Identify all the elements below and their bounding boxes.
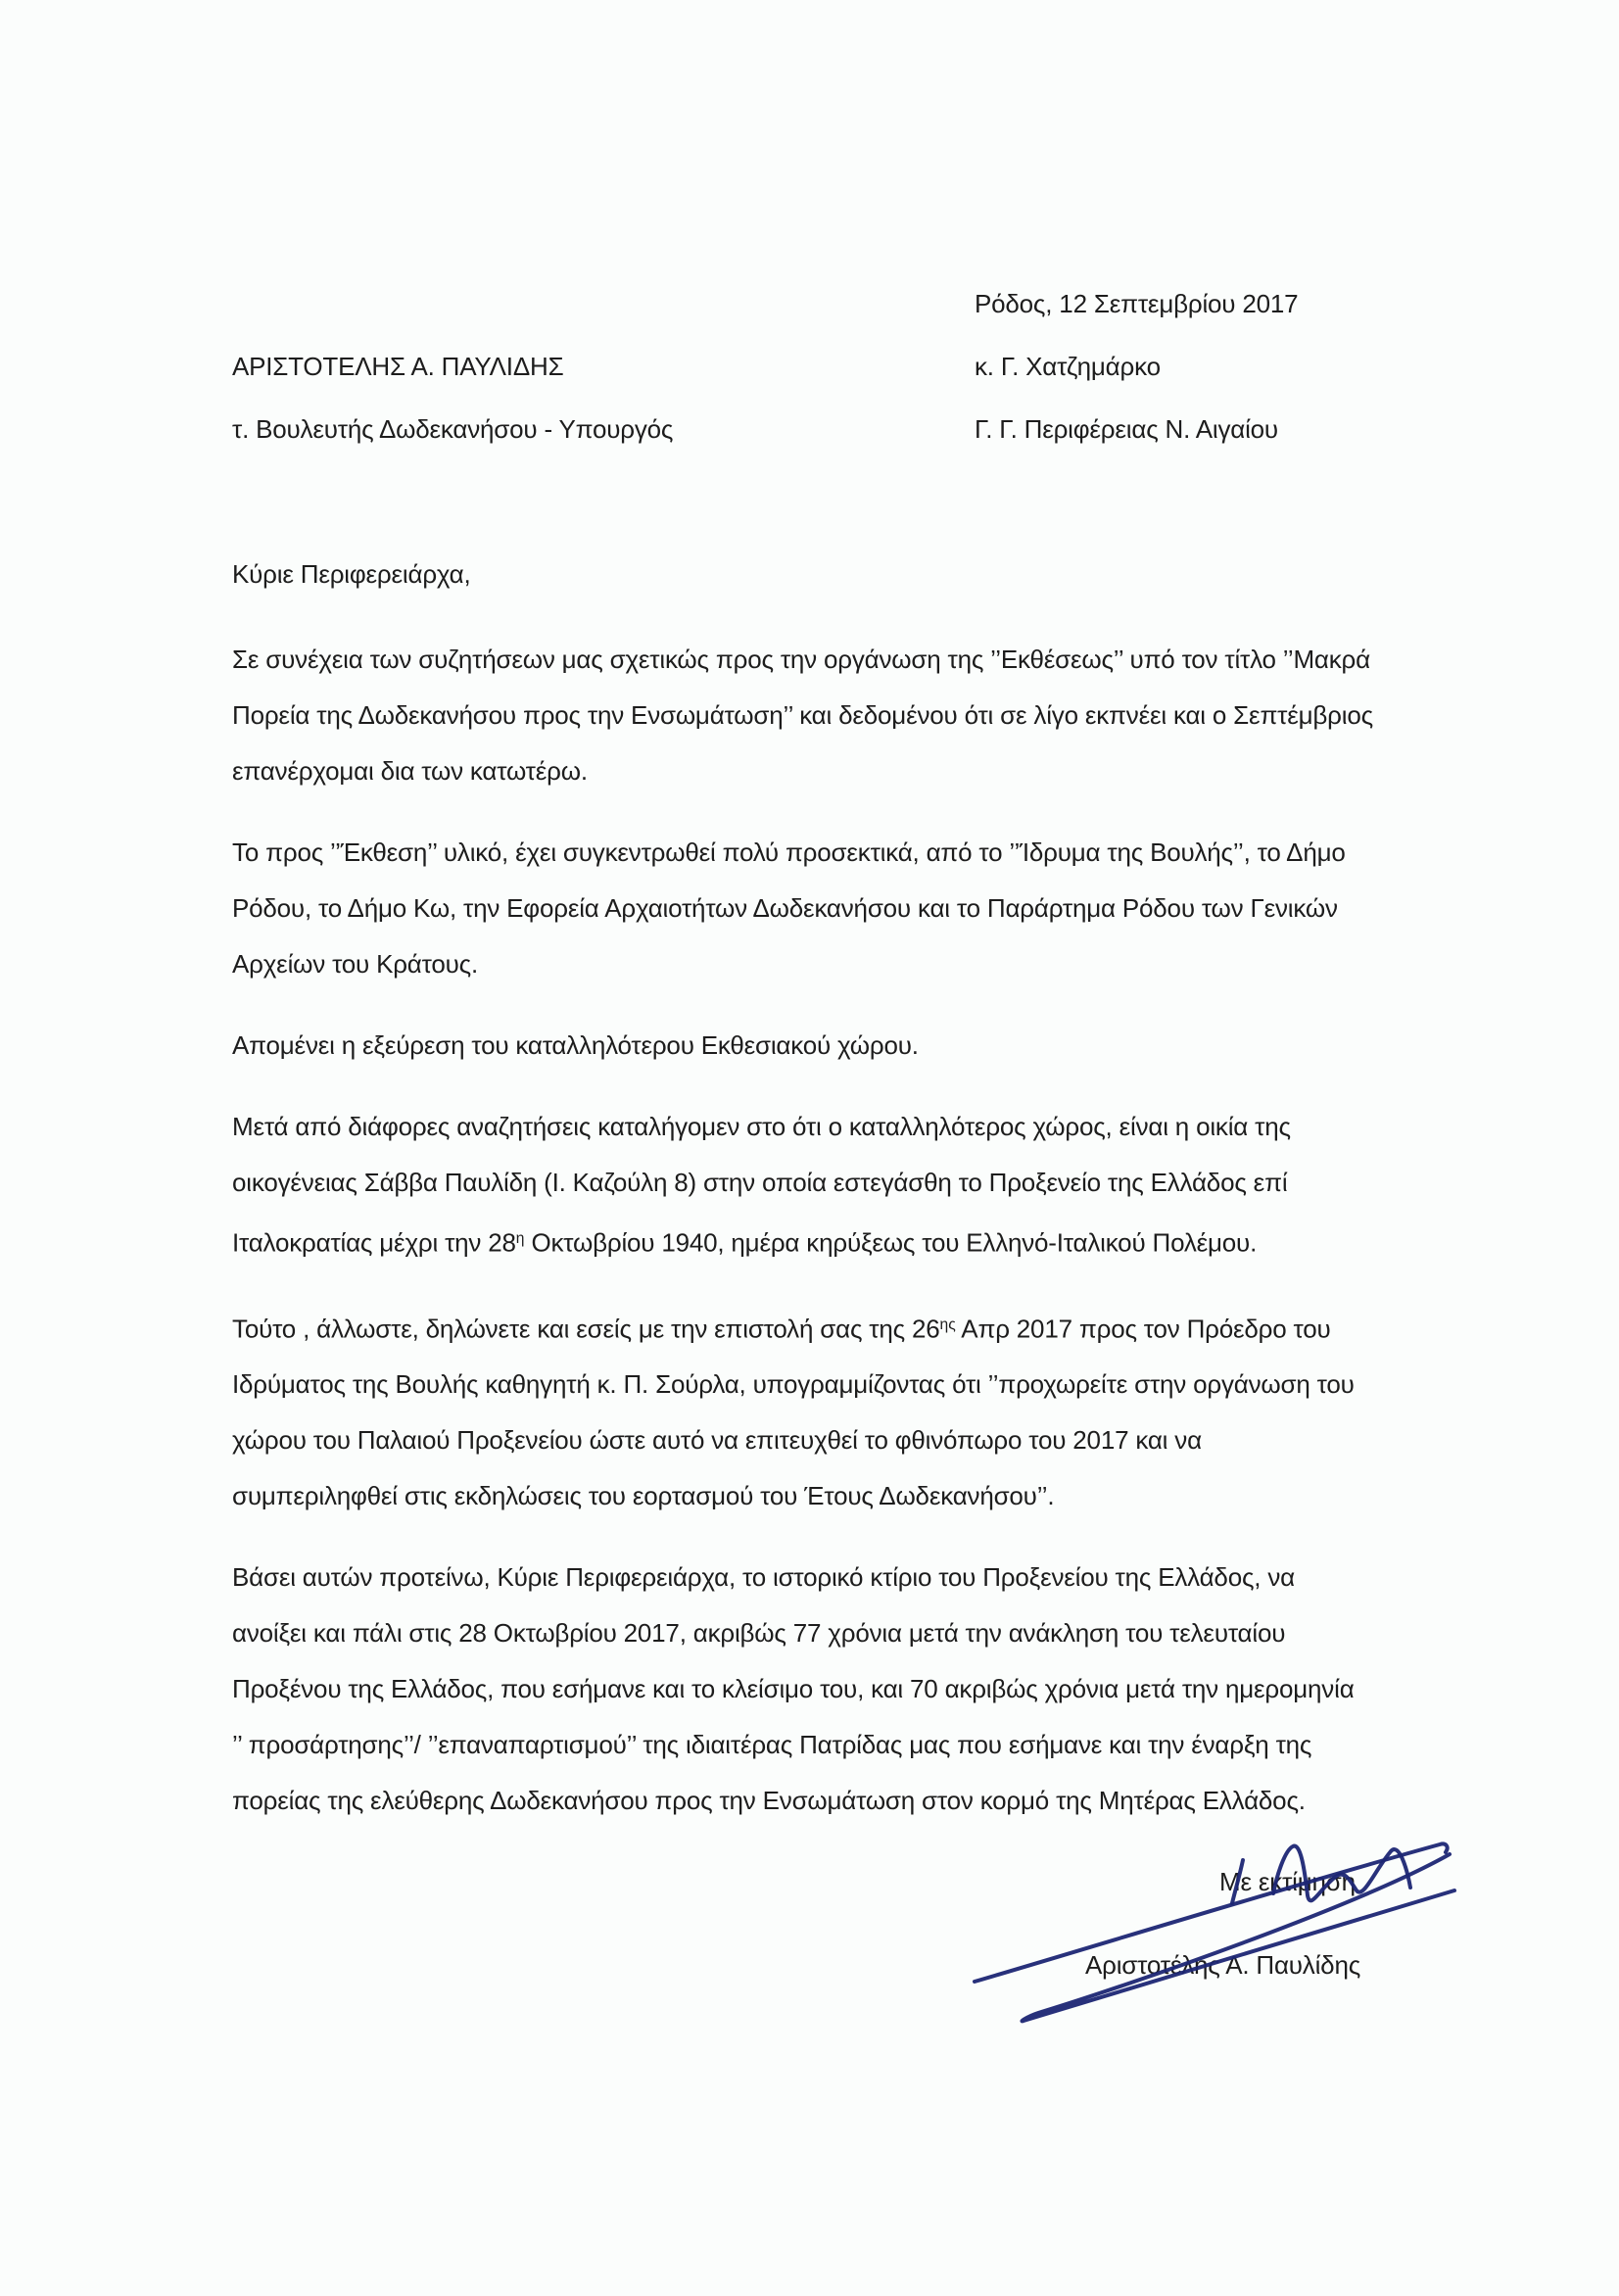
signatory-name: Αριστοτέλης Α. Παυλίδης [1085,1950,1361,1981]
paragraph-line: Μετά από διάφορες αναζητήσεις καταλήγομεν στο ότι ο καταλληλότερος χώρος, είναι η οικία της [232,1112,1291,1141]
paragraph-line: Ιταλοκρατίας μέχρι την $28^\eta$ Οκτωβρίου 1940, ημέρα κηρύξεως του Ελληνό-Ιταλικού Πολέμου. [232,1227,1258,1258]
paragraph-line: επανέρχομαι δια των κατωτέρω. [232,756,588,786]
date-line: Ρόδος, 12 Σεπτεμβρίου 2017 [975,289,1299,318]
sender-title: τ. Βουλευτής Δωδεκανήσου - Υπουργός [232,414,674,444]
paragraph [232,1297,1472,1525]
paragraph-line: Σε συνέχεια των συζητήσεων μας σχετικώς προς την οργάνωση της ’’Εκθέσεως’’ υπό τον τίτλο ’’Μακρά [232,645,1370,674]
paragraph-line: Αρχείων του Κράτους. [232,949,478,979]
paragraph [232,1550,1472,1829]
paragraph-line: Απομένει η εξεύρεση του καταλληλότερου Εκθεσιακού χώρου. [232,1030,919,1060]
recipient-title: Γ. Γ. Περιφέρειας Ν. Αιγαίου [975,414,1278,444]
closing-block [1022,1854,1443,1993]
paragraph-line: πορείας της ελεύθερης Δωδεκανήσου προς την Ενσωμάτωση στον κορμό της Μητέρας Ελλάδος. [232,1786,1306,1816]
paragraph-line: Τούτο , άλλωστε, δηλώνετε και εσείς με την επιστολή σας της $26^{\eta\varsigma}$ Απρ 2017 προς τον Πρόεδρο του [232,1314,1331,1344]
paragraph-line: Βάσει αυτών προτείνω, Κύριε Περιφερειάρχα, το ιστορικό κτίριο του Προξενείου της Ελλάδος, να [232,1562,1295,1593]
closing-phrase: Με εκτίμηση [1219,1867,1356,1897]
recipient-name: κ. Γ. Χατζημάρκο [975,352,1161,381]
paragraph-line: χώρου του Παλαιού Προξενείου ώστε αυτό να επιτευχθεί το φθινόπωρο του 2017 και να [232,1425,1202,1456]
paragraph [232,632,1472,799]
paragraph-line: Προξένου της Ελλάδος, που εσήμανε και το κλείσιμο του, και 70 ακριβώς χρόνια μετά την ημερομηνία [232,1674,1355,1704]
paragraph-line: ανοίξει και πάλι στις 28 Οκτωβρίου 2017, ακριβώς 77 χρόνια μετά την ανάκληση του τελευταίου [232,1618,1286,1649]
salutation: Κύριε Περιφερειάρχα, [232,559,471,589]
paragraph-line: Ιδρύματος της Βουλής καθηγητή κ. Π. Σούρλα, υπογραμμίζοντας ότι ’’προχωρείτε στην οργάνωση του [232,1369,1355,1400]
paragraph [232,1099,1472,1271]
header-spacer [232,272,975,335]
paragraph-line: Το προς ’’Έκθεση’’ υλικό, έχει συγκεντρωθεί πολύ προσεκτικά, από το ’’Ίδρυμα της Βουλής’’, το Δήμο [232,837,1346,867]
paragraph-line: συμπεριληφθεί στις εκδηλώσεις του εορτασμού του Έτους Δωδεκανήσου’’. [232,1481,1055,1511]
paragraph-line: Πορεία της Δωδεκανήσου προς την Ενσωμάτωση’’ και δεδομένου ότι σε λίγο εκπνέει και ο Σεπτέμβριος [232,700,1373,730]
paragraph [232,1018,1472,1074]
paragraph-line: οικογένειας Σάββα Παυλίδη (Ι. Καζούλη 8) στην οποία εστεγάσθη το Προξενείο της Ελλάδος επί [232,1168,1288,1197]
paragraph-line: Ρόδου, το Δήμο Κω, την Εφορεία Αρχαιοτήτων Δωδεκανήσου και το Παράρτημα Ρόδου των Γενικών [232,893,1338,923]
letter-paragraphs [232,632,1472,1829]
paragraph [232,825,1472,992]
paragraph-line: ’’ προσάρτησης’’/ ’’επαναπαρτισμού’’ της ιδιαιτέρας Πατρίδας μας που εσήμανε και την έναρξη της [232,1730,1312,1760]
sender-name: ΑΡΙΣΤΟΤΕΛΗΣ Α. ΠΑΥΛΙΔΗΣ [232,352,564,381]
letter-header [232,0,1501,460]
